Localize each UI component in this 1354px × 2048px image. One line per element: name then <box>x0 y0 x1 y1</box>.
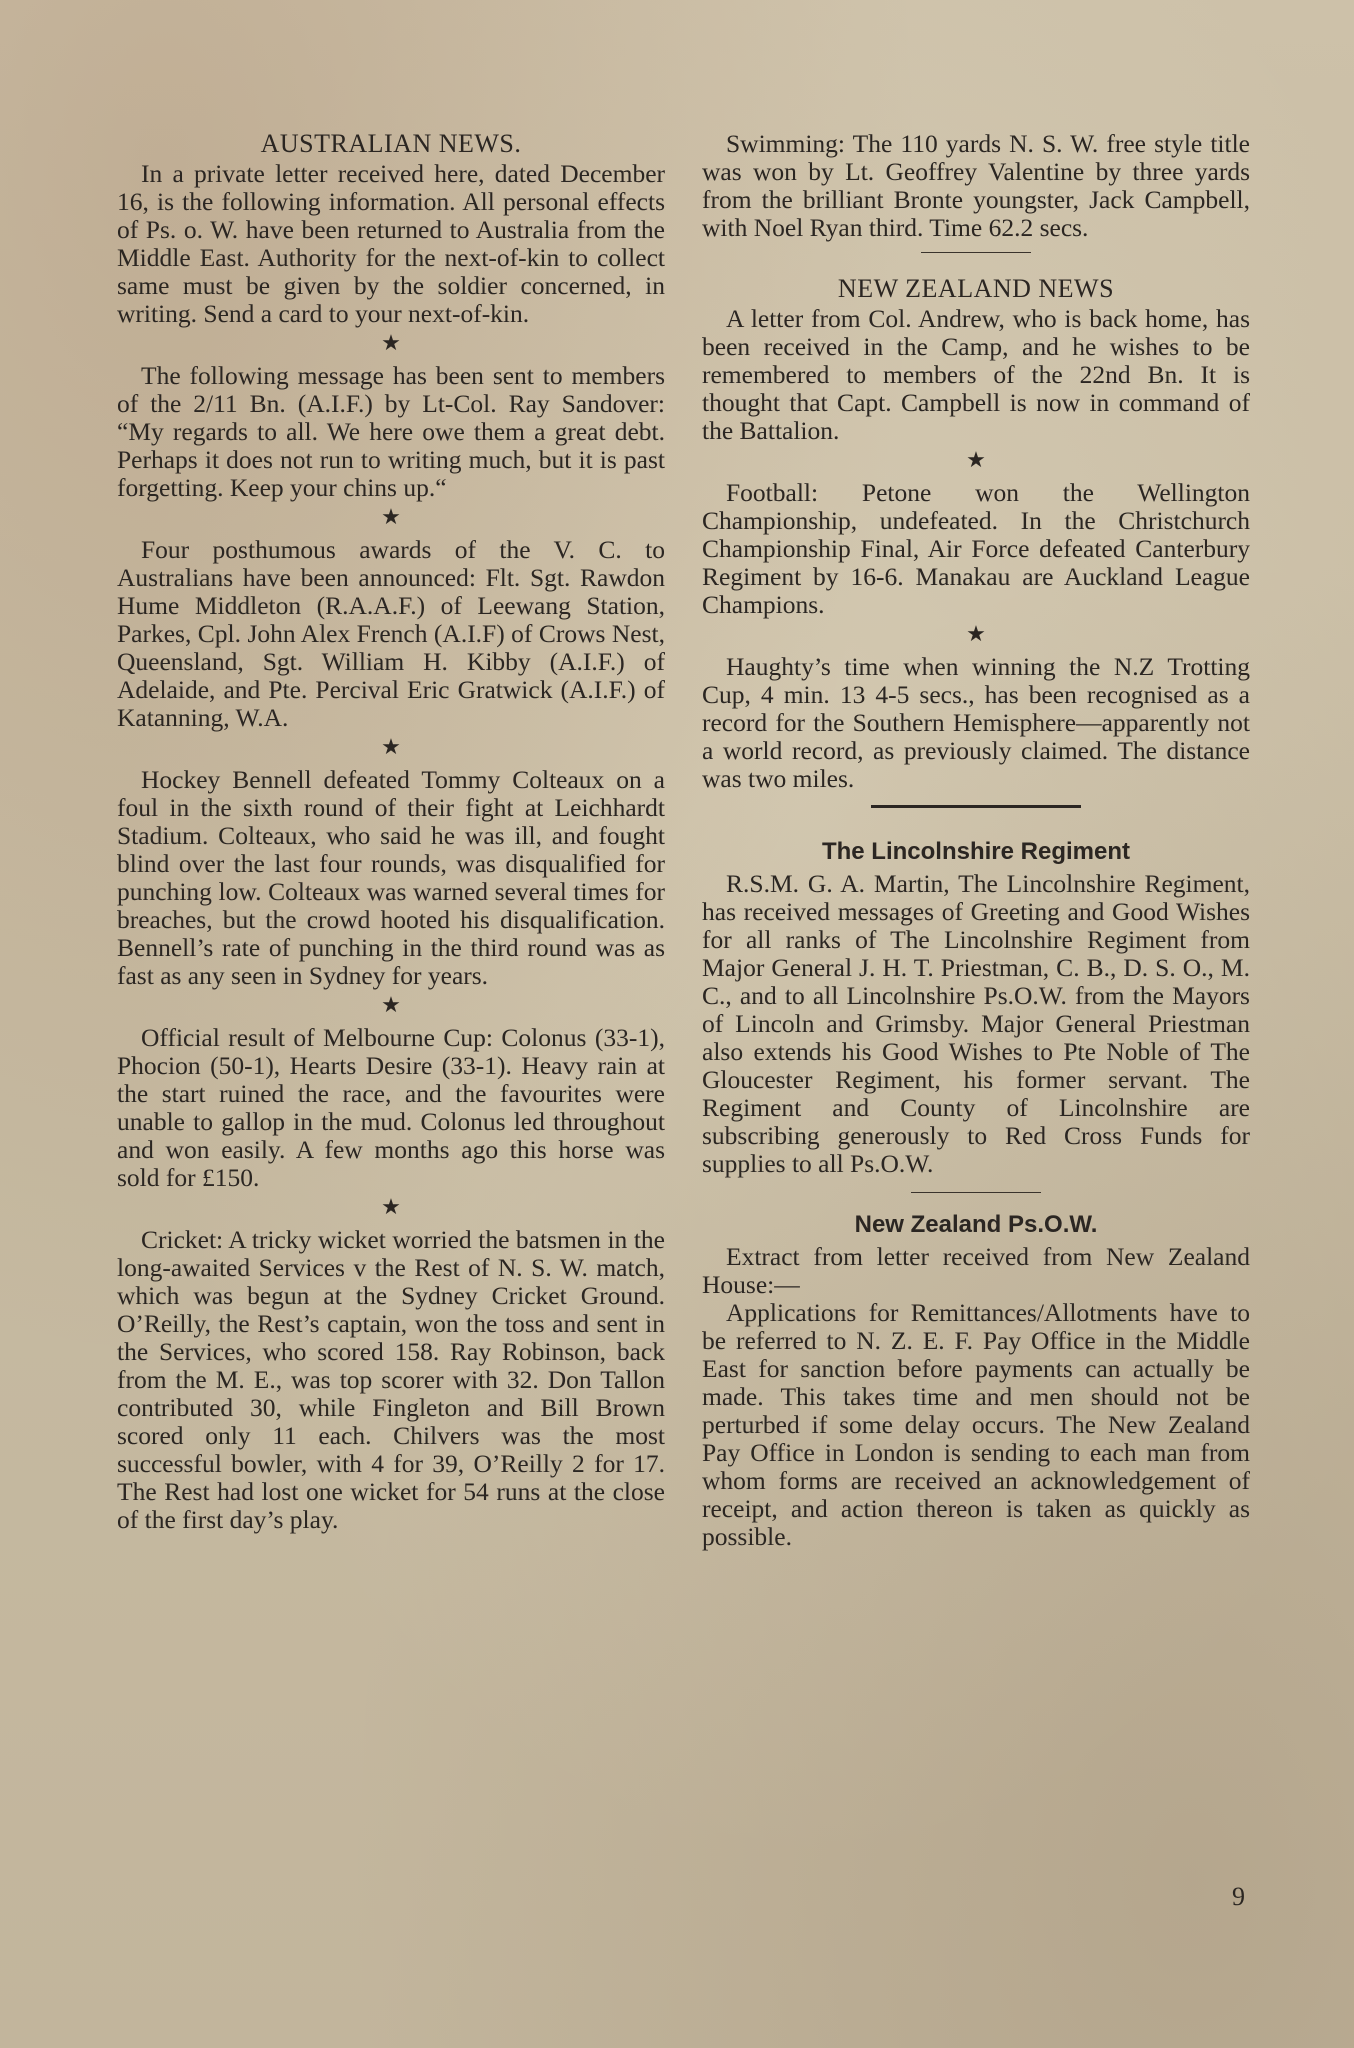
article-swimming: Swimming: The 110 yards N. S. W. free style title was won by Lt. Geoffrey Valentine by three yards from the brilliant Bronte youngster, Jack Campbell, with Noel Ryan third. Time 62.2 secs. <box>702 129 1250 242</box>
article-col-andrew: A letter from Col. Andrew, who is back home, has been received in the Camp, and he wishes to be remembered to members of the 22nd Bn. It is thought that Capt. Campbell is now in command of the Battalion. <box>702 304 1250 445</box>
section-divider <box>921 252 1031 253</box>
australian-news-title: AUSTRALIAN NEWS. <box>260 129 522 158</box>
article-nz-football: Football: Petone won the Wellington Championship, undefeated. In the Christchurch Championship Final, Air Force defeated Canterbury Regiment by 16-6. Manakau are Auckland League Champions. <box>702 478 1250 619</box>
star-divider-icon: ★ <box>381 1194 401 1219</box>
article-sandover-message: The following message has been sent to members of the 2/11 Bn. (A.I.F.) by Lt-Col. Ray Sandover: “My regards to all. We here owe them a great debt. Perhaps it does not run to writing much, but it is past forgetting. Keep your chins up.“ <box>117 361 665 502</box>
star-divider-icon: ★ <box>381 734 401 759</box>
star-divider-icon: ★ <box>381 504 401 529</box>
new-zealand-news-title: NEW ZEALAND NEWS <box>837 274 1115 303</box>
page-number: 9 <box>1232 1882 1245 1911</box>
nz-pow-title: New Zealand Ps.O.W. <box>854 1211 1098 1238</box>
article-personal-effects: In a private letter received here, dated December 16, is the following information. All personal effects of Ps. o. W. have been returned to Australia from the Middle East. Authority for the next-of-kin to collect same must be given by the soldier concerned, in writing. Send a card to your next-of-kin. <box>117 159 665 328</box>
star-divider-icon: ★ <box>966 447 986 472</box>
left-column <box>117 130 665 1534</box>
lincolnshire-regiment-title: The Lincolnshire Regiment <box>821 838 1131 865</box>
right-column <box>702 130 1250 1551</box>
article-boxing: Hockey Bennell defeated Tommy Colteaux on a foul in the sixth round of their fight at Leichhardt Stadium. Colteaux, who said he was ill, and fought blind over the last four rounds, was disqualified for punching low. Colteaux was warned several times for breaches, but the crowd hooted his disqualification. Bennell’s rate of punching in the third round was as fast as any seen in Sydney for years. <box>117 765 665 990</box>
article-lincolnshire: R.S.M. G. A. Martin, The Lincolnshire Regiment, has received messages of Greeting and Good Wishes for all ranks of The Lincolnshire Regiment from Major General J. H. T. Priestman, C. B., D. S. O., M. C., and to all Lincolnshire Ps.O.W. from the Mayors of Lincoln and Grimsby. Major General Priestman also extends his Good Wishes to Pte Noble of The Gloucester Regiment, his former servant. The Regiment and County of Lincolnshire are subscribing generously to Red Cross Funds for supplies to all Ps.O.W. <box>702 869 1250 1178</box>
star-divider-icon: ★ <box>381 992 401 1017</box>
article-vc-awards: Four posthumous awards of the V. C. to Australians have been announced: Flt. Sgt. Rawdon Hume Middleton (R.A.A.F.) of Leewang Station, Parkes, Cpl. John Alex French (A.I.F) of Crows Nest, Queensland, Sgt. William H. Kibby (A.I.F.) of Adelaide, and Pte. Percival Eric Gratwick (A.I.F.) of Katanning, W.A. <box>117 535 665 732</box>
article-trotting-cup: Haughty’s time when winning the N.Z Trotting Cup, 4 min. 13 4-5 secs., has been recognised as a record for the Southern Hemisphere—apparently not a world record, as previously claimed. The distance was two miles. <box>702 652 1250 793</box>
article-melbourne-cup: Official result of Melbourne Cup: Colonus (33-1), Phocion (50-1), Hearts Desire (33-1). Heavy rain at the start ruined the race, and the favourites were unable to gallop in the mud. Colonus led throughout and won easily. A few months ago this horse was sold for £150. <box>117 1023 665 1192</box>
section-divider <box>911 1192 1041 1193</box>
star-divider-icon: ★ <box>381 330 401 355</box>
section-divider-bold <box>871 805 1081 808</box>
article-remittances: Applications for Remittances/Allotments have to be referred to N. Z. E. F. Pay Office in the Middle East for sanction before payments can actually be made. This takes time and men should not be perturbed if some delay occurs. The New Zealand Pay Office in London is sending to each man from whom forms are received an acknowledgement of receipt, and action thereon is taken as quickly as possible. <box>702 1298 1250 1551</box>
star-divider-icon: ★ <box>966 621 986 646</box>
article-cricket: Cricket: A tricky wicket worried the batsmen in the long-awaited Services v the Rest of N. S. W. match, which was begun at the Sydney Cricket Ground. O’Reilly, the Rest’s captain, won the toss and sent in the Services, who scored 158. Ray Robinson, back from the M. E., was top scorer with 32. Don Tallon contributed 30, while Fingleton and Bill Brown scored only 11 each. Chilvers was the most successful bowler, with 4 for 39, O’Reilly 2 for 17. The Rest had lost one wicket for 54 runs at the close of the first day’s play. <box>117 1225 665 1534</box>
article-nz-house-extract: Extract from letter received from New Zealand House:— <box>702 1242 1250 1299</box>
